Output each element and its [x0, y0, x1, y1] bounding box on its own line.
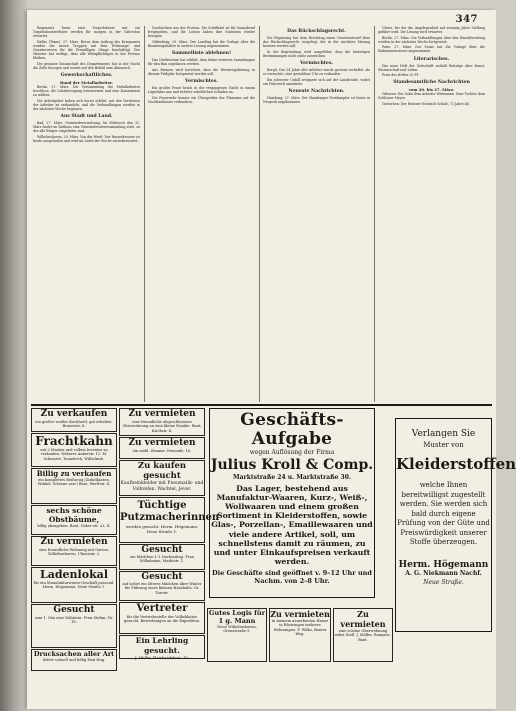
classified-ad	[119, 571, 205, 601]
classified-ad	[31, 649, 117, 671]
ad-title: Vertreter	[136, 603, 188, 614]
column-divider	[144, 26, 145, 402]
ad-body: auf sofort ein älteres Mädchen über Winter für Führung eines kleinen Haushalts. Gr. Tortstr.	[122, 582, 202, 595]
section-heading: Neueste Nachrichten.	[288, 88, 345, 94]
ad-title: Zu vermieten	[128, 409, 196, 419]
classified-ad	[119, 437, 205, 459]
ad-firm-subname: A. G. Niekmann Nachf.	[405, 569, 482, 577]
article-paragraph: Regiments fowie zwei Torpedoboote mit ein Torpedobootzerftörer werden für morgen in der Galveston erwartet.	[33, 26, 140, 39]
classified-ad	[31, 536, 117, 566]
news-column-1	[33, 26, 140, 402]
article-paragraph: Bergd. Der 24 Jahre alte Arbeiter wurde gestern verhaftet, als er versuchte, eine gestohlene Uhr zu verkaufen.	[263, 67, 370, 77]
ad-title: Frachtkahn	[35, 434, 113, 448]
section-heading: Vermischtes.	[184, 78, 219, 84]
article-paragraph: Das neue Heft der Zeitschrift enthält Beiträge über Kunst, Wissenschaft und Leben.	[378, 63, 485, 72]
section-heading: Aus Stadt und Land.	[60, 114, 113, 119]
ad-title: Zu vermieten	[40, 537, 108, 547]
article-paragraph: Berlin, 27. März. Die Versammlung der Metallarbeiter beschloss, die Lohnbewegung fortzusetzen und eine Kommission zu wählen.	[33, 84, 140, 98]
ad-body: welche Ihnen bereitwilligst zugestellt werden. Sie werden sich bald durch eigene Prüfung von der Güte und Preiswürdigkeit unserer Stoffe überzeugen.	[397, 481, 490, 546]
article-paragraph: Aus Bremen wird berichtet, dass die Weserregulierung in diesem Frühjahr fortgesetzt werden soll.	[148, 67, 255, 76]
column-divider	[374, 26, 375, 402]
ad-body: Das Lager, bestehend aus Manufaktur-Waaren, Kurz-, Weiß-, Wollwaaren und einem großen Sortiment in Kleiderstoffen, sowie Glas-, Porzellan-, Emaillewaaren und viele andere Artikel, soll, um schnellstens damit zu räumen, zu und unter Einkaufspreisen verkauft werden.	[211, 483, 373, 567]
ad-title: sechs schöne Obstbäume,	[46, 506, 102, 524]
classified-ad	[31, 433, 117, 467]
ad-body: eine freundliche abgeschlossene Oberwohnung an eine kleine Familie. Bant, Kirchstr. 4.	[122, 420, 202, 433]
ad-title: Gesucht	[141, 545, 183, 555]
article-paragraph: Berlin, 27. März. Die Verhandlungen über den Handelsvertrag werden in der nächsten Woche fortgesetzt.	[378, 35, 485, 44]
article-paragraph: Wilhelmshaven, 29. März. Von der Werft. Der Panzerkreuzer ist heute ausgelaufen und wird im Laufe der Woche zurückerwartet.	[33, 134, 140, 143]
news-column-3	[263, 26, 370, 402]
article-paragraph: Die Arbeitgeber haben sich bereit erklärt, mit den Vertretern der Arbeiter zu verhandeln, und die Verhandlungen werden in der nächsten Woche beginnen.	[33, 98, 140, 111]
classified-ad	[31, 408, 117, 432]
section-heading: Literarisches.	[413, 56, 450, 62]
section-heading: Vermischtes.	[299, 60, 334, 66]
article-paragraph: Die Feuerwehr konnte ein Übergreifen der Flammen auf die Nachbarhäuser verhindern.	[148, 95, 255, 104]
ad-title: Billig zu verkaufen	[36, 469, 112, 478]
ad-title: Drucksachen aller Art	[33, 650, 115, 658]
article-paragraph: Dallas (Texas), 27. März. Bevor dem Auftrag des Kriegsamts wurden die neuen Truppen mit dem Wohnungs- und Quartierwesen für die Freiwilligen Gänge beschäftigt. Der Minister hat verfügt, dass alle Wehrpflichtigen in der Provinz bleiben.	[33, 39, 140, 61]
ad-title: Zu vermieten	[128, 438, 196, 448]
ad-title: Zu kaufen gesucht	[137, 461, 187, 481]
ad-body: ein großer weißer Kochherd, gut erhalten. Brauerstr. 8.	[35, 420, 113, 429]
classified-ad	[31, 604, 117, 648]
article-paragraph: Christ. bei der die Angelegenheit auf zwanzig Jahre Stellung geführt wird. Die Lösung wird erwartet.	[378, 26, 485, 35]
article-paragraph: Die gesamte Mannschaft des Departements hat in der Nacht die Zelte bezogen und wartet auf den Befehl zum Abmarsch.	[33, 61, 140, 70]
ad-body: billig abzugeben. Bant, Göker-str. 22, II.	[37, 524, 111, 528]
column-divider	[259, 26, 260, 402]
article-paragraph: Oldenburg, 29. März. Der Landtag hat die Vorlage über die Beamtengehälter in zweiter Lesung angenommen.	[148, 39, 255, 48]
article-paragraph: Gestorben: Der Rentner Heinrich Schulz, 72 Jahre alt.	[382, 102, 470, 107]
section-heading: Sammelliste ablehnen!	[171, 50, 232, 56]
ad-title: Ein Lehrling gesucht.	[135, 636, 189, 655]
ad-title: Gutes Logis für 1 g. Mann	[208, 609, 266, 625]
section-heading: Das Rückschlagsrecht.	[287, 29, 346, 34]
section-heading: Standesamtliche Nachrichten	[393, 80, 470, 86]
ad-body: mit 2 Masten und vollem Inventar zu verkaufen. Näheres Ankerstr. 12. M. Schmertz, Tonndeich, Wilhelmsh.	[40, 448, 108, 461]
news-section	[33, 26, 489, 402]
ad-firm-name: Herm. Högemann	[398, 559, 489, 570]
ad-title: Gesucht	[53, 605, 95, 615]
ad-body: Neue Wilhelmshaven, Grenzstraße 5.	[217, 625, 257, 634]
news-column-4	[378, 26, 485, 402]
ad-title: Zu vermieten	[340, 609, 386, 629]
ad-body: Kaufbeinkleider mit Pneumatik- und Vollreifen. Wachtel, Jever.	[120, 481, 204, 492]
classified-ad	[31, 567, 117, 603]
advertisements-section	[31, 408, 516, 706]
classified-ad	[119, 544, 205, 570]
ad-firm-name: Julius Kroll & Comp.	[210, 456, 374, 473]
article-paragraph: Paris, 27. März. Der Senat hat die Vorlage über die Einkommensteuer angenommen.	[378, 45, 485, 54]
ad-title: Zu verkaufen	[40, 409, 108, 419]
classified-ad	[119, 635, 205, 659]
classified-ad	[333, 608, 393, 662]
article-paragraph: Preis des Heftes 50 Pf.	[382, 73, 419, 78]
ad-subtitle: wegen Auflösung der Firma	[249, 449, 335, 456]
ad-body: ein komplettes Reißzeug (Zirkelkasten, Winkel, Schiene usw.) Bant, Werftstr. 4.	[37, 478, 111, 487]
ad-line: Muster von	[423, 441, 464, 449]
classified-ad	[31, 468, 117, 504]
article-paragraph: Hamburg, 27. März. Der Hamburger Postdampfer ist heute in Neuyork angekommen.	[263, 95, 370, 104]
ad-line: Verlangen Sie	[411, 429, 476, 439]
classified-ad	[119, 602, 205, 634]
ad-body: liefert schnell und billig Paul Hug.	[42, 658, 106, 662]
ad-body: für ein Manufakturwaren-Geschäft passend. Herm. Högemann, Neue Straße 1.	[33, 581, 115, 590]
ad-title: Gesucht	[141, 572, 183, 582]
classified-ad	[119, 408, 205, 436]
news-column-2	[148, 26, 255, 402]
ad-body: zum 1. Mai eine Nähterin. Frau Stefan, Nr. 18.	[34, 616, 114, 625]
ad-body: ein Mädchen f. 3 Nachmittag. Frau Wilhelmine, Marktstr. 1.	[129, 555, 195, 564]
ad-body: J. Müller, Kleinhandelsstr. 19.	[135, 656, 189, 660]
binding-gutter	[0, 0, 27, 711]
classified-ad	[119, 460, 205, 496]
newspaper-page	[27, 10, 516, 709]
article-paragraph: Das Direktorium hat erklärt, dass keine weiteren Sammlungen für den Bau zugelassen werden.	[148, 57, 255, 67]
ad-body: werden gesucht. Herm. Högemann, Neue Straße 1.	[125, 524, 199, 534]
section-subheading: Bund der Metallarbeiter.	[60, 79, 113, 85]
article-paragraph: Geboren: Ein Sohn dem Arbeiter Wehrmann. Eine Tochter dem Schlosser Meyer.	[378, 92, 485, 101]
section-heading: Gewerkschaftliches.	[60, 72, 113, 78]
page-number: 347	[455, 14, 478, 25]
classified-ad	[269, 608, 331, 662]
article-paragraph: Bad, 27. März. Gemeindeverwaltung. Im Mittwoch den 31. März findet im Rathaus eine Gemeinderatsversammlung statt, zu der alle Bürger eingeladen sind.	[33, 121, 140, 134]
business-closing-ad	[209, 408, 375, 598]
ad-title: Geschäfts-Aufgabe	[240, 410, 344, 449]
ad-title: Zu vermieten	[270, 609, 330, 619]
classified-ad	[119, 497, 220, 543]
article-paragraph: In der Begründung wird ausgeführt, dass die bisherigen Bestimmungen nicht mehr ausreichen.	[263, 49, 370, 58]
ad-title: Ladenlokal	[40, 568, 108, 581]
article-paragraph: Die Regierung hat dem Reichstag einen Gesetzentwurf über das Rückschlagsrecht vorgelegt, der in der nächsten Sitzung beraten werden soll.	[263, 36, 370, 49]
ad-body: eine freundliche Wohnung mit Garten. Wilhelmshaven, Ulmenstr. 2.	[38, 548, 110, 557]
article-paragraph: Ein großes Feuer brach in der vergangenen Nacht in einem Lagerhaus aus und richtete erheblichen Schaden an.	[148, 85, 255, 94]
ad-opening-hours: Die Geschäfte sind geöffnet v. 9–12 Uhr und Nachm. von 2–8 Uhr.	[212, 569, 372, 586]
classified-ad	[31, 505, 117, 535]
ad-body: eine schöne Oberwohnung nebst Stall. J. Müller, Rampstr., Bant.	[334, 629, 392, 642]
classified-ad	[207, 608, 267, 662]
article-paragraph: Nachrichten aus der Provinz. Die Schiffahrt ist für Sonnabend freigegeben, und die Lotsen haben ihre Stationen wieder bezogen.	[148, 26, 255, 39]
article-paragraph: Ein schwerer Unfall ereignete sich auf der Landstraße, wobei ein Fuhrwerk umstürzte.	[263, 77, 370, 86]
section-divider	[31, 404, 492, 406]
ad-body: ein möbl. Zimmer. Neuende, 16.	[132, 449, 192, 453]
ad-title: Tüchtige Putzmacherinnen	[120, 500, 220, 523]
ad-body: in meinem neuerbauten Hause in Rüstringen mehrere Wohnungen. F. Wilke, Banter Weg.	[271, 619, 329, 637]
ad-body: für die Vertriebsstelle des Volksblattes gesucht. Bewerbungen an die Expedition.	[123, 615, 201, 624]
ad-title: Kleiderstoffen	[396, 455, 516, 473]
section-subheading: vom 20. bis 27. März.	[408, 87, 455, 93]
ad-address: Marktstraße 24 u. Marktstraße 30.	[233, 473, 351, 481]
dress-fabric-ad	[395, 418, 516, 632]
ad-address: Neue Straße.	[423, 578, 464, 586]
